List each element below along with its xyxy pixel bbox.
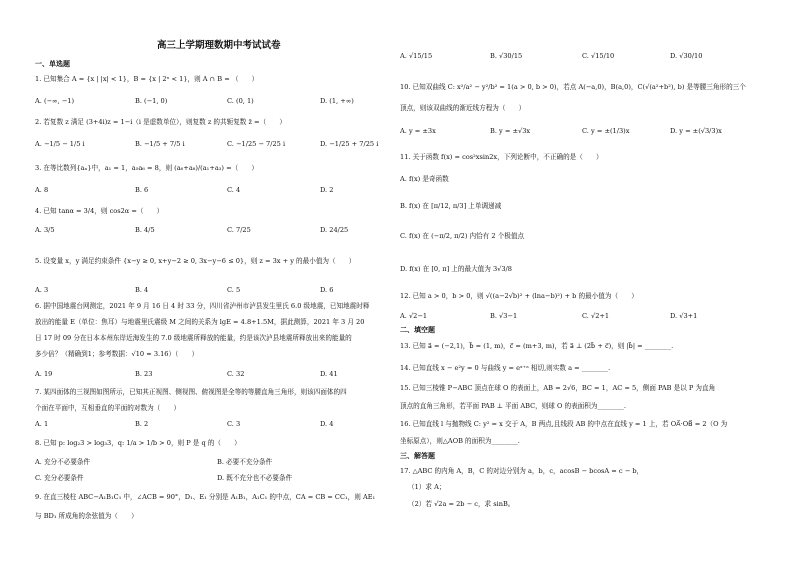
question-1-stem: 1. 已知集合 A = {x | |x| < 1}，B = {x | 2ˣ < 1}，则 A ∩ B = （ ） bbox=[35, 75, 259, 83]
q8-option-a: A. 充分不必要条件 bbox=[35, 458, 91, 466]
question-17-stem: 17. △ABC 的内角 A，B，C 的对边分别为 a，b，c，acosB − bcosA = c − b， bbox=[400, 467, 644, 475]
q4-option-c: C. 7/25 bbox=[227, 226, 251, 234]
q2-option-c: C. −1/25 − 7/25 i bbox=[227, 140, 286, 148]
question-15-line-2: 顶点的直角三角形，若平面 PAB ⊥ 平面 ABC，则球 O 的表面积为________. bbox=[400, 402, 626, 410]
q3-option-a: A. 8 bbox=[35, 186, 49, 194]
q2-option-b: B. −1/5 + 7/5 i bbox=[135, 140, 185, 148]
q4-option-d: D. 24/25 bbox=[320, 226, 349, 234]
q8-option-c: C. 充分必要条件 bbox=[35, 474, 84, 482]
q11-option-c: C. f(x) 在 (−π/2, π/2) 内恰有 2 个极值点 bbox=[400, 232, 525, 240]
question-6-line-4: 多少倍？（精确到1；参考数据：√10 ≈ 3.16）（ ） bbox=[35, 350, 199, 358]
question-10-line-2: 顶点，则该双曲线的渐近线方程为（ ） bbox=[400, 104, 526, 112]
section-heading-solutions: 三、解答题 bbox=[400, 451, 435, 460]
q1-option-a: A. (−∞, −1) bbox=[35, 97, 75, 105]
section-heading-fill-in: 二、填空题 bbox=[400, 325, 435, 334]
q7-option-a: A. 1 bbox=[35, 420, 49, 428]
question-16-line-1: 16. 已知直线 l 与抛物线 C: y² = x 交于 A，B 两点,且线段 AB 的中点在直线 y = 1 上，若 OA⃗·OB⃗ = 2（O 为 bbox=[400, 420, 728, 428]
q11-option-a: A. f(x) 是奇函数 bbox=[400, 175, 449, 183]
question-7-line-2: 个面在平面中，互相垂直的平面的对数为（ ） bbox=[35, 404, 181, 412]
question-15-line-1: 15. 已知三棱锥 P−ABC 顶点在球 O 的表面上，AB = 2√6，BC = 1，AC = 5，侧面 PAB 是以 P 为直角 bbox=[400, 384, 716, 392]
question-12-stem: 12. 已知 a > 0，b > 0，则 √((a−2√b)² + (lna−b)²) + b 的最小值为（ ） bbox=[400, 292, 638, 300]
q6-option-b: B. 23 bbox=[135, 370, 153, 378]
q11-option-d: D. f(x) 在 [0, π] 上的最大值为 3√3/8 bbox=[400, 265, 512, 273]
question-6-line-1: 6. 据中国地震台网测定，2021 年 9 月 16 日 4 时 33 分，四川省泸州市泸县发生里氏 6.0 级地震，已知地震时释 bbox=[35, 302, 370, 310]
question-16-line-2: 坐标原点），则△AOB 的面积为________. bbox=[400, 437, 520, 445]
q12-option-b: B. √3−1 bbox=[490, 312, 518, 320]
question-9-line-2: 与 BD₁ 所成角的余弦值为（ ） bbox=[35, 512, 138, 520]
q12-option-d: D. √3+1 bbox=[670, 312, 698, 320]
question-17-part-1: （1）求 A； bbox=[408, 483, 446, 491]
q6-option-c: C. 32 bbox=[227, 370, 245, 378]
question-17-part-2: （2）若 √2a = 2b − c，求 sinB。 bbox=[408, 500, 515, 508]
q3-option-c: C. 4 bbox=[227, 186, 241, 194]
q7-option-b: B. 2 bbox=[135, 420, 149, 428]
q9-option-b: B. √30/15 bbox=[490, 52, 523, 60]
q12-option-a: A. √2−1 bbox=[400, 312, 428, 320]
q4-option-a: A. 3/5 bbox=[35, 226, 55, 234]
question-9-line-1: 9. 在直三棱柱 ABC−A₁B₁C₁ 中，∠ACB = 90°，D₁、E₁ 分别是 A₁B₁，A₁C₁ 的中点，CA = CB = CC₁，则 AE₁ bbox=[35, 493, 376, 501]
q11-option-b: B. f(x) 在 [π/12, π/3] 上单调递减 bbox=[400, 202, 502, 210]
question-4-stem: 4. 已知 tanα = 3/4，则 cos2α =（ ） bbox=[35, 207, 164, 215]
q9-option-d: D. √30/10 bbox=[670, 52, 703, 60]
q1-option-d: D. (1, +∞) bbox=[320, 97, 354, 105]
q9-option-c: C. √15/10 bbox=[582, 52, 615, 60]
q5-option-d: D. 6 bbox=[320, 286, 334, 294]
section-heading-single-choice: 一、单选题 bbox=[35, 59, 70, 68]
q12-option-c: C. √2+1 bbox=[582, 312, 610, 320]
question-6-line-2: 放出的能量 E（单位：焦耳）与地震里氏震级 M 之间的关系为 lgE = 4.8+1.5M，据此测算，2021 年 3 月 20 bbox=[35, 318, 365, 326]
q3-option-b: B. 6 bbox=[135, 186, 149, 194]
question-8-stem: 8. 已知 p: log₂3 > log₃3，q: 1/a > 1/b > 0，则 P 是 q 的（ ） bbox=[35, 439, 241, 447]
q6-option-a: A. 19 bbox=[35, 370, 53, 378]
question-2-stem: 2. 若复数 z 满足 (3+4i)z = 1−i（i 是虚数单位），则复数 z 的共轭复数 z̄ =（ ） bbox=[35, 118, 286, 126]
q7-option-d: D. 4 bbox=[320, 420, 334, 428]
question-14: 14. 已知直线 x − e²y = 0 与曲线 y = eˣ⁺ᵃ 相切,则实数 a = ________. bbox=[400, 364, 611, 372]
q9-option-a: A. √15/15 bbox=[400, 52, 433, 60]
q10-option-a: A. y = ±3x bbox=[400, 127, 436, 135]
question-7-line-1: 7. 某四面体的三视图如图所示，已知其正视图、侧视图、俯视图是全等的等腰直角三角形，则该四面体的四 bbox=[35, 388, 347, 396]
page-title: 高三上学期理数期中考试试卷 bbox=[157, 40, 281, 51]
question-11-stem: 11. 关于函数 f(x) = cos²xsin2x，下列论断中，不正确的是（ ） bbox=[400, 153, 603, 161]
q5-option-a: A. 3 bbox=[35, 286, 49, 294]
q4-option-b: B. 4/5 bbox=[135, 226, 155, 234]
question-5-stem: 5. 设变量 x，y 满足约束条件 {x−y ≥ 0, x+y−2 ≥ 0, 3x−y−6 ≤ 0}，则 z = 3x + y 的最小值为（ ） bbox=[35, 257, 356, 265]
question-10-line-1: 10. 已知双曲线 C: x²/a² − y²/b² = 1(a > 0, b > 0)，若点 A(−a,0)，B(a,0)，C(√(a²+b²), b) 是等腰三角形的三个 bbox=[400, 83, 746, 91]
question-3-stem: 3. 在等比数列{aₙ}中，a₁ = 1，a₅a₆ = 8，则 (a₆+a₈)/(a₁+a₃) =（ ） bbox=[35, 164, 258, 172]
q1-option-c: C. (0, 1) bbox=[227, 97, 254, 105]
question-6-line-3: 日 17 时 09 分在日本本州东岸近海发生的 7.0 级地震所释放的能量，约是该次泸县地震所释放出来的能量的 bbox=[35, 334, 352, 342]
q3-option-d: D. 2 bbox=[320, 186, 334, 194]
q10-option-c: C. y = ±(1/3)x bbox=[582, 127, 630, 135]
q7-option-c: C. 3 bbox=[227, 420, 241, 428]
q5-option-c: C. 5 bbox=[227, 286, 241, 294]
q2-option-d: D. −1/25 + 7/25 i bbox=[320, 140, 379, 148]
q5-option-b: B. 4 bbox=[135, 286, 149, 294]
q2-option-a: A. −1/5 − 1/5 i bbox=[35, 140, 85, 148]
q8-option-b: B. 必要不充分条件 bbox=[217, 458, 273, 466]
q10-option-b: B. y = ±√3x bbox=[490, 127, 531, 135]
question-13: 13. 已知 a⃗ = (−2,1)，b⃗ = (1, m)，c⃗ = (m+3, m)，若 a⃗ ⊥ (2b⃗ + c⃗)，则 |b⃗| = ________. bbox=[400, 342, 674, 350]
q8-option-d: D. 既不充分也不必要条件 bbox=[217, 474, 293, 482]
q6-option-d: D. 41 bbox=[320, 370, 338, 378]
q1-option-b: B. (−1, 0) bbox=[135, 97, 168, 105]
q10-option-d: D. y = ±(√3/3)x bbox=[670, 127, 722, 135]
